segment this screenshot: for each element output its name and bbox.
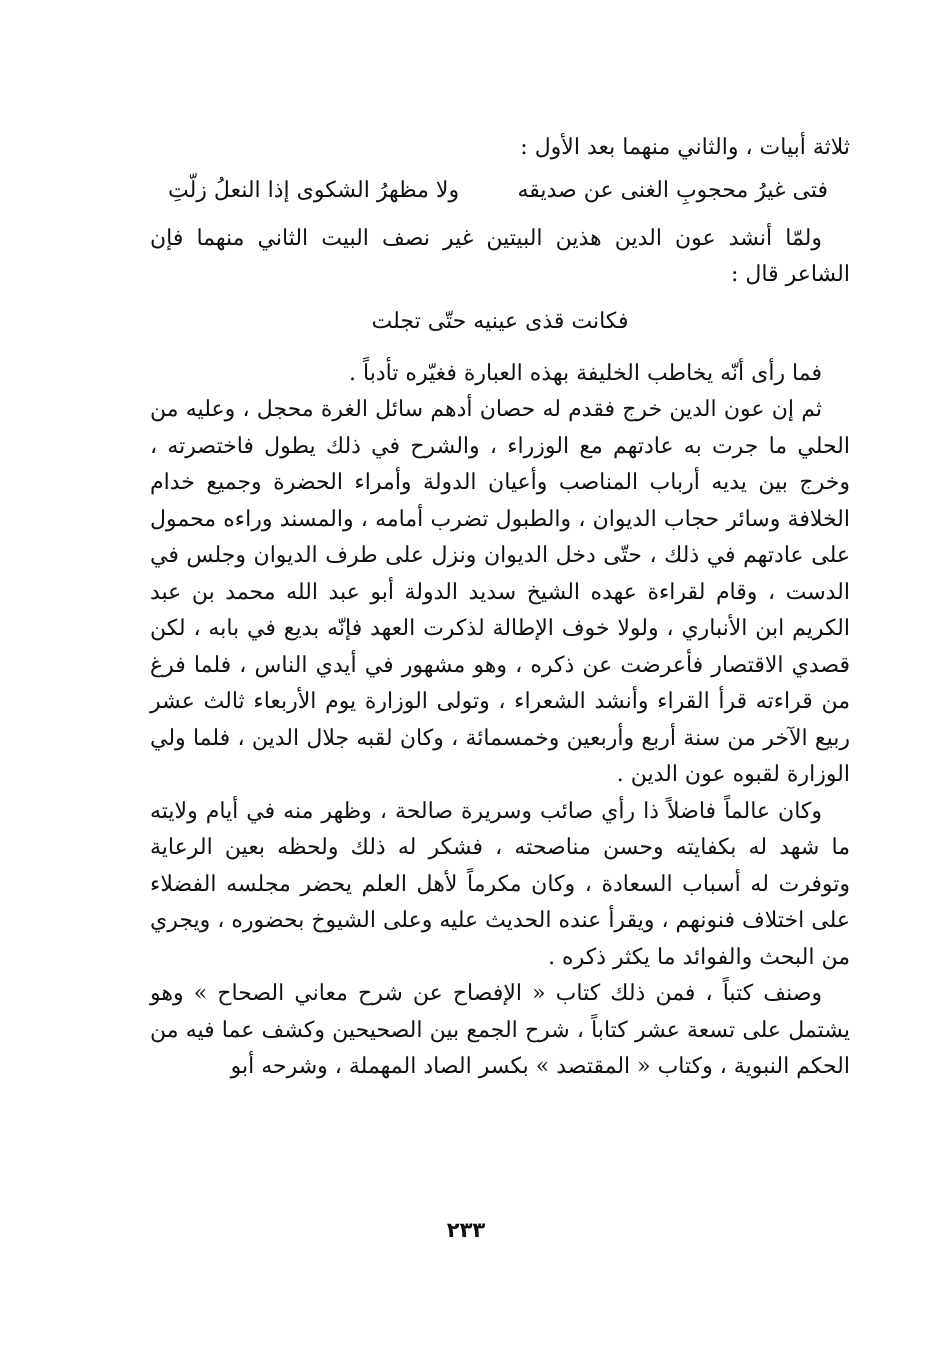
paragraph-courtesy: فما رأى أنّه يخاطب الخليفة بهذه العبارة فغيّره تأدباً . bbox=[349, 360, 822, 386]
page-number: ٢٣٣ bbox=[446, 1218, 486, 1242]
paragraph-character: وكان عالماً فاضلاً ذا رأي صائب وسريرة صالحة ، وظهر منه في أيام ولايته ما شهد له بكفايته وحسن مناصحته ، فشكر له ذلك ولحظه بعين الرعاية وتوفرت له أسباب السعادة ، وكان مكرماً لأهل العلم يحضر مجلسه الفضلاء على اختلاف فنونهم ، ويقرأ عنده الحديث عليه وعلى الشيوخ بحضوره ، ويجري من البحث والفوائد ما يكثر ذكره . bbox=[150, 798, 850, 970]
verse-first-hemistich: فتى غيرُ محجوبِ الغنى عن صديقه bbox=[517, 177, 828, 203]
paragraph-works: وصنف كتباً ، فمن ذلك كتاب « الإفصاح عن شرح معاني الصحاح » وهو يشتمل على تسعة عشر كتاباً ، شرح الجمع بين الصحيحين وكشف عما فيه من الحكم النبوية ، وكتاب « المقتصد » بكسر الصاد المهملة ، وشرحه أبو bbox=[150, 981, 850, 1079]
page-body bbox=[150, 130, 850, 1086]
verse-second-hemistich: ولا مظهرُ الشكوى إذا النعلُ زلّتِ bbox=[168, 177, 460, 203]
paragraph-recitation: ولمّا أنشد عون الدين هذين البيتين غير نصف البيت الثاني منهما فإن الشاعر قال : bbox=[150, 225, 850, 287]
intro-line: ثلاثة أبيات ، والثاني منهما بعد الأول : bbox=[520, 135, 850, 160]
poem-verse bbox=[150, 173, 850, 209]
half-verse: فكانت قذى عينيه حتّى تجلت bbox=[371, 308, 629, 334]
paragraph-procession: ثم إن عون الدين خرج فقدم له حصان أدهم سائل الغرة محجل ، وعليه من الحلي ما جرت به عادتهم مع الوزراء ، والشرح في ذلك يطول فاختصرته ، وخرج بين يديه أرباب المناصب وأعيان الدولة وأمراء الحضرة وجميع خدام الخلافة وسائر حجاب الديوان ، والطبول تضرب أمامه ، والمسند وراءه محمول على عادتهم في ذلك ، حتّى دخل الديوان ونزل على طرف الديوان وجلس في الدست ، وقام لقراءة عهده الشيخ سديد الدولة أبو عبد الله محمد بن عبد الكريم ابن الأنباري ، ولولا خوف الإطالة لذكرت العهد فإنّه بديع في بابه ، لكن قصدي الاقتصار فأعرضت عن ذكره ، وهو مشهور في أيدي الناس ، فلما فرغ من قراءته قرأ القراء وأنشد الشعراء ، وتولى الوزارة يوم الأربعاء ثالث عشر ربيع الآخر من سنة أربع وأربعين وخمسمائة ، وكان لقبه جلال الدين ، فلما ولي الوزارة لقبوه عون الدين . bbox=[150, 397, 850, 787]
